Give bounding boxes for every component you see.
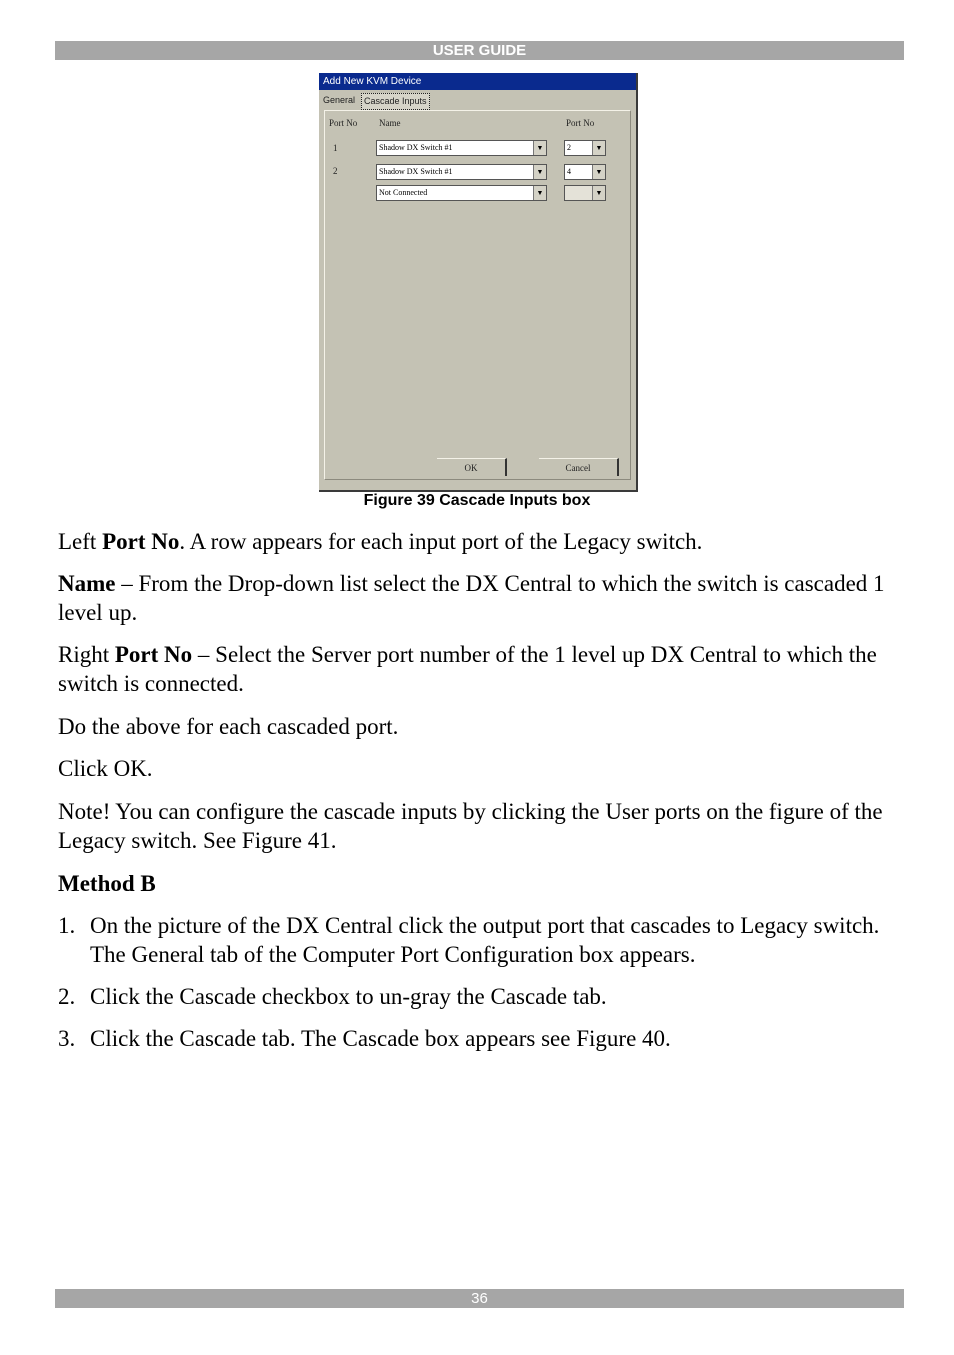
dropdown-arrow-icon[interactable]: ▼ (533, 165, 546, 179)
p1-prefix: Left (58, 529, 103, 554)
left-port-header: Port No (329, 118, 358, 128)
method-b-heading: Method B (58, 871, 156, 896)
row-port-number: 1 (333, 143, 338, 153)
name-dropdown[interactable] (376, 140, 547, 156)
header-bar (55, 41, 904, 60)
ok-button[interactable]: OK (437, 458, 507, 476)
port-dropdown[interactable] (564, 185, 606, 201)
p3-rest: – Select the Server port number of the 1 level up DX Central to which the switch is connected. (58, 642, 877, 696)
port-dropdown[interactable] (564, 140, 606, 156)
tab-general[interactable]: General (323, 95, 356, 105)
list-text: On the picture of the DX Central click the output port that cascades to Legacy switch. The General tab of the Computer Port Configuration box appears. (90, 913, 880, 967)
dropdown-arrow-icon[interactable]: ▼ (533, 186, 546, 200)
dropdown-arrow-icon[interactable]: ▼ (592, 165, 605, 179)
p2-bold: Name (58, 571, 116, 596)
right-port-header: Port No (566, 118, 595, 128)
port-dropdown[interactable] (564, 164, 606, 180)
cancel-button[interactable]: Cancel (539, 458, 619, 476)
row-port-number: 2 (333, 166, 338, 176)
p1-bold: Port No (102, 529, 180, 554)
list-item (58, 911, 908, 969)
list-number: 3. (58, 1026, 76, 1051)
name-header: Name (379, 118, 401, 128)
list-number: 1. (58, 913, 76, 938)
list-item (58, 1024, 908, 1053)
p1-rest: . A row appears for each input port of the Legacy switch. (179, 529, 703, 554)
list-text: Click the Cascade tab. The Cascade box appears see Figure 40. (90, 1026, 671, 1051)
p3-bold: Port No (114, 642, 193, 667)
paragraph-note: Note! You can configure the cascade inputs by clicking the User ports on the figure of the Legacy switch. See Figure 41. (58, 799, 883, 853)
port-dropdown-value: 4 (567, 167, 571, 176)
list-item (58, 982, 908, 1011)
dropdown-arrow-icon[interactable]: ▼ (592, 186, 605, 200)
paragraph-each-port: Do the above for each cascaded port. (58, 714, 399, 739)
dialog-title-bar: Add New KVM Device (319, 73, 636, 90)
port-dropdown-value: 2 (567, 143, 571, 152)
dropdown-arrow-icon[interactable]: ▼ (533, 141, 546, 155)
paragraph-right-port (58, 640, 908, 698)
dropdown-arrow-icon[interactable]: ▼ (592, 141, 605, 155)
list-number: 2. (58, 984, 76, 1009)
paragraph-left-port (58, 527, 908, 556)
list-text: Click the Cascade checkbox to un-gray the Cascade tab. (90, 984, 607, 1009)
figure-caption: Figure 39 Cascade Inputs box (363, 492, 591, 509)
cascade-inputs-dialog (319, 73, 638, 492)
header-title: USER GUIDE (432, 42, 527, 59)
name-dropdown[interactable] (376, 185, 547, 201)
name-dropdown[interactable] (376, 164, 547, 180)
footer-bar (55, 1289, 904, 1308)
name-dropdown-value: Shadow DX Switch #1 (379, 143, 453, 152)
name-dropdown-value: Shadow DX Switch #1 (379, 167, 453, 176)
page-number: 36 (471, 1290, 488, 1307)
p3-prefix: Right (58, 642, 115, 667)
tab-cascade-inputs[interactable]: Cascade Inputs (361, 93, 430, 110)
p2-rest: – From the Drop-down list select the DX Central to which the switch is cascaded 1 level up. (58, 571, 885, 625)
paragraph-name (58, 569, 908, 627)
paragraph-click-ok: Click OK. (58, 756, 153, 781)
name-dropdown-value: Not Connected (379, 188, 428, 197)
